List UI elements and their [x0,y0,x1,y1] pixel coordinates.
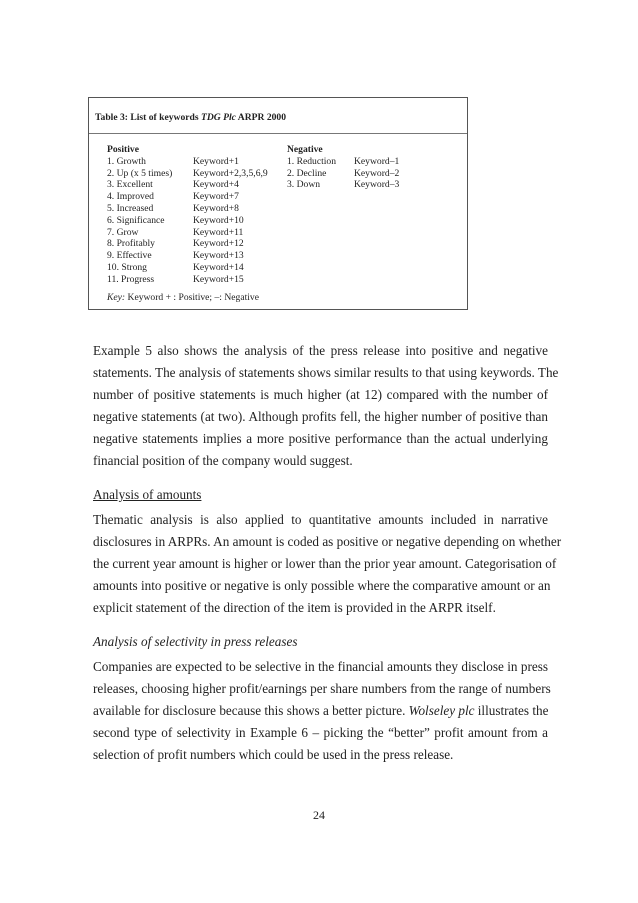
text-line [93,700,548,722]
positive-code: Keyword+4 [193,179,239,191]
positive-word: 11. Progress [107,273,155,285]
positive-code: Keyword+10 [193,214,244,226]
table-divider [89,133,467,134]
text-line: Example 5 also shows the analysis of the press release into positive and negative [93,343,548,358]
table-title-company: TDG Plc [201,112,236,123]
positive-word: 2. Up (x 5 times) [107,167,173,179]
table-title-prefix: Table 3: List of keywords [95,112,201,123]
company-name: Wolseley plc [408,703,475,718]
positive-word: 4. Improved [107,191,154,203]
negative-word: 3. Down [287,179,321,191]
negative-codes-column [354,144,399,191]
positive-code: Keyword+2,3,5,6,9 [193,167,268,179]
text-line: financial position of the company would suggest. [93,453,353,468]
negative-code: Keyword–2 [354,167,400,179]
table-key-text: Keyword + : Positive; –: Negative [125,292,259,303]
positive-words-column [107,144,172,286]
positive-word: 1. Growth [107,155,146,167]
text-line: selection of profit numbers which could be used in the press release. [93,747,454,762]
text-line: second type of selectivity in Example 6 – picking the “better” profit amount from a [93,725,548,740]
positive-word: 5. Increased [107,202,154,214]
text-line: negative statements (at two). Although profits fell, the higher number of positive than [93,409,548,424]
positive-word: 9. Effective [107,250,152,262]
text-line: releases, choosing higher profit/earnings per share numbers from the range of numbers [93,681,551,696]
positive-code: Keyword+13 [193,250,244,262]
negative-code: Keyword–3 [354,179,400,191]
text-line: amounts into positive or negative is only possible where the comparative amount or an [93,578,551,593]
positive-word: 8. Profitably [107,238,155,250]
negative-code: Keyword–1 [354,155,400,167]
text-line: Companies are expected to be selective in the financial amounts they disclose in press [93,659,548,674]
table-title-suffix: ARPR 2000 [235,112,287,123]
text-line: Thematic analysis is also applied to quantitative amounts included in narrative [93,512,548,527]
heading-analysis-of-selectivity: Analysis of selectivity in press releases [93,634,298,649]
heading-analysis-of-amounts: Analysis of amounts [93,487,202,502]
text-line: number of positive statements is much higher (at 12) compared with the number of [93,387,548,402]
text-line: the current year amount is higher or lower than the prior year amount. Categorisation of [93,556,557,571]
keyword-table [88,97,468,310]
negative-words-column [287,144,336,191]
positive-code: Keyword+7 [193,191,239,203]
positive-code: Keyword+14 [193,261,244,273]
table-title [95,112,286,123]
positive-word: 3. Excellent [107,179,153,191]
negative-header: Negative [287,144,323,155]
page-number: 24 [313,808,325,822]
positive-code: Keyword+1 [193,155,239,167]
negative-word: 1. Reduction [287,155,337,167]
positive-header: Positive [107,144,139,155]
paragraph-example-5 [93,340,559,472]
paragraph-analysis-of-amounts [93,509,562,619]
text-segment: available for disclosure because this shows a better picture. [93,703,406,718]
table-key [107,292,259,303]
text-line: explicit statement of the direction of the item is provided in the ARPR itself. [93,600,496,615]
positive-word: 7. Grow [107,226,139,238]
positive-word: 10. Strong [107,261,147,273]
positive-code: Keyword+8 [193,202,239,214]
positive-code: Keyword+15 [193,273,244,285]
text-segment: illustrates the [474,703,549,718]
text-line: negative statements implies a more positive performance than the actual underlying [93,431,548,446]
text-line: statements. The analysis of statements shows similar results to that using keywords. The [93,365,559,380]
negative-word: 2. Decline [287,167,327,179]
positive-code: Keyword+12 [193,238,244,250]
positive-code: Keyword+11 [193,226,244,238]
table-key-label: Key: [107,292,126,303]
paragraph-selectivity [93,656,551,766]
positive-word: 6. Significance [107,214,165,226]
positive-codes-column [193,144,268,286]
text-line: disclosures in ARPRs. An amount is coded as positive or negative depending on whether [93,534,562,549]
